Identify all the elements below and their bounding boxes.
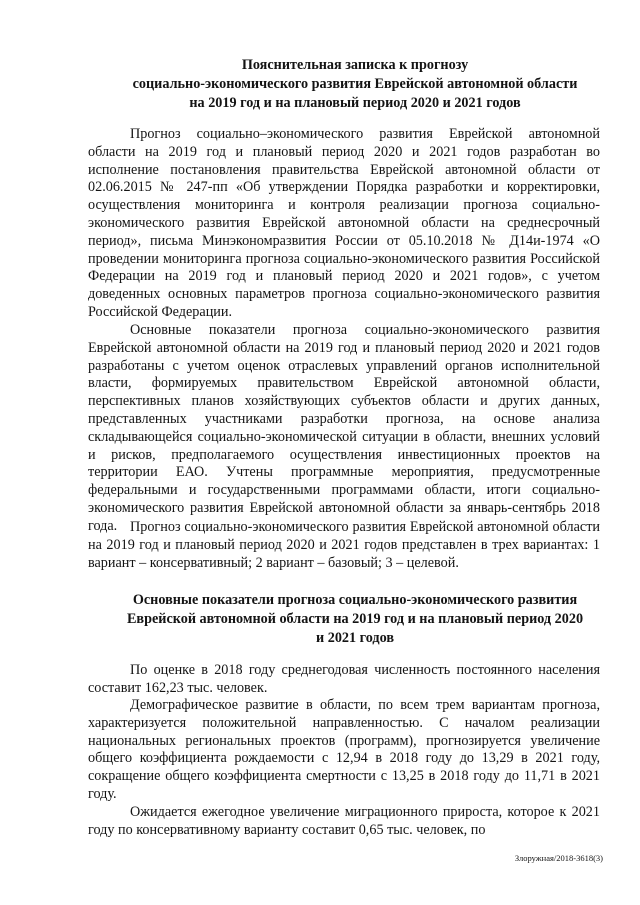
intro-paragraph-3: Прогноз социально-экономического развития Еврейской автономной области на 2019 год и плановый период 2020 и 2021 годов представлен в трех вариантах: 1 вариант – консервативный; 2 вариант – базовый; 3 – целевой. <box>88 519 600 571</box>
document-title <box>88 56 622 113</box>
document-title-line-3: на 2019 год и на плановый период 2020 и 2021 годов <box>189 95 521 111</box>
footer-code: Злоружная/2018-3618(3) <box>514 853 603 863</box>
section-paragraph-3: Ожидается ежегодное увеличение миграционного прироста, которое к 2021 году по консервативному варианту составит 0,65 тыс. человек, по <box>88 804 600 838</box>
intro-paragraph-2: Основные показатели прогноза социально-экономического развития Еврейской автономной области на 2019 год и плановый период 2020 и 2021 годов разработаны с учетом оценок отраслевых управлений органов исполнительной власти, формируемых правительством Еврейской автономной области, перспективных планов хозяйствующих субъектов области и других данных, представленных участниками разработки прогноза, на основе анализа складывающейся социально-экономической ситуации в области, внешних условий и рисков, предполагаемого осуществления инвестиционных проектов на территории ЕАО. Учтены программные мероприятия, предусмотренные федеральными и государственными программами области, итоги социально-экономического развития Еврейской автономной области за январь-сентябрь 2018 года. <box>88 322 600 534</box>
section-paragraph-2: Демографическое развитие в области, по всем трем вариантам прогноза, характеризуется положительной направленностью. С началом реализации национальных региональных проектов (программ), прогнозируется увеличение общего коэффициента рождаемости с 12,94 в 2018 году до 13,29 в 2021 году, сокращение общего коэффициента смертности с 13,25 в 2018 году до 11,71 в 2021 году. <box>88 697 600 802</box>
intro-paragraph-1: Прогноз социально–экономического развития Еврейской автономной области на 2019 год и плановый период 2020 и 2021 годов разработан во исполнение постановления правительства Еврейской автономной области от 02.06.2015 № 247-пп «Об утверждении Порядка разработки и корректировки, осуществления мониторинга и контроля реализации прогноза социально-экономического развития Еврейской автономной области на среднесрочный период», письма Минэкономразвития России от 05.10.2018 № Д14и-1974 «О проведении мониторинга прогноза социально-экономического развития Российской Федерации на 2019 год и плановый период 2020 и 2021 годов», с учетом доведенных основных параметров прогноза социально-экономического развития Российской Федерации. <box>88 126 600 320</box>
section-title-line-1: Основные показатели прогноза социально-экономического развития <box>132 592 578 608</box>
document-title-line-2: социально-экономического развития Еврейской автономной области <box>132 76 578 92</box>
section-paragraph-1: По оценке в 2018 году среднегодовая численность постоянного населения составит 162,23 тыс. человек. <box>88 662 600 696</box>
document-title-line-1: Пояснительная записка к прогнозу <box>241 57 469 73</box>
section-title-line-2: Еврейской автономной области на 2019 год и на плановый период 2020 <box>126 611 584 627</box>
section-title <box>88 591 622 648</box>
section-title-line-3: и 2021 годов <box>316 630 394 646</box>
